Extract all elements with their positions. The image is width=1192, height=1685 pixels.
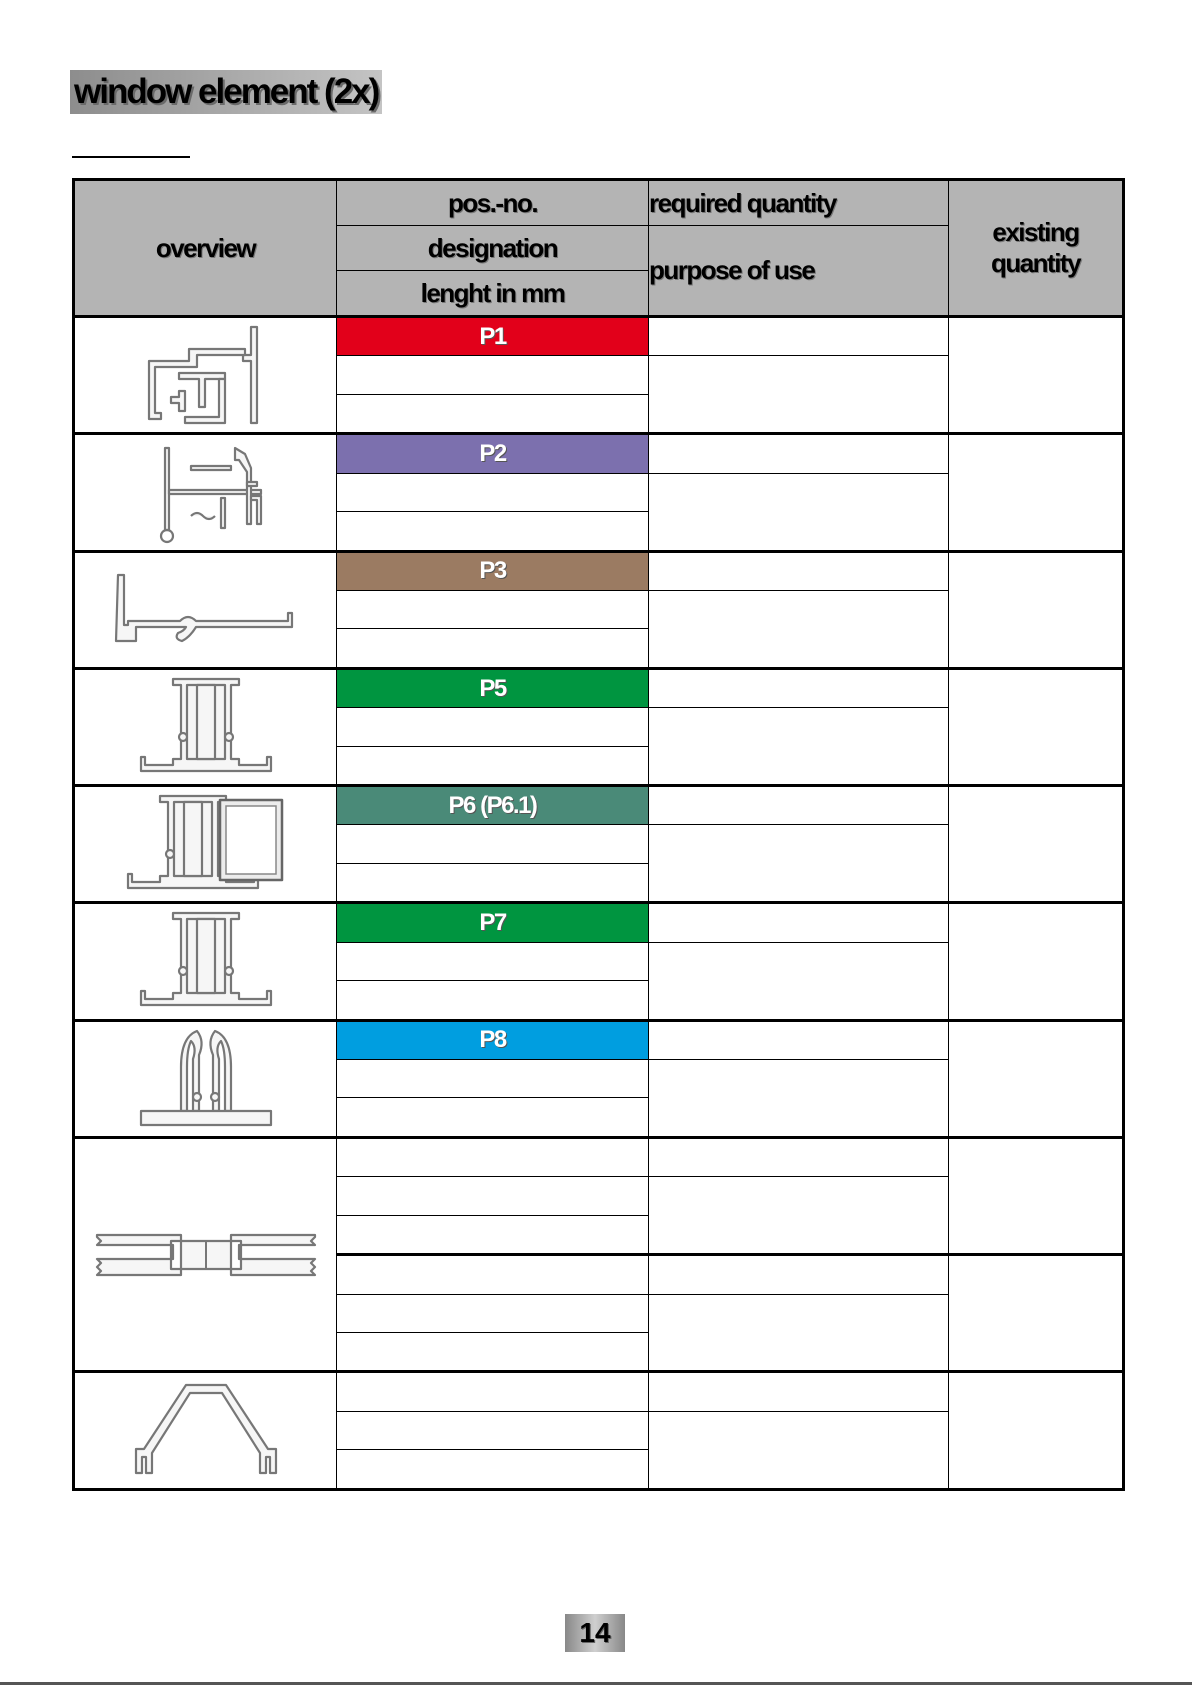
profile-image-p6 bbox=[74, 786, 337, 903]
header-existing-quantity: existing quantity bbox=[949, 180, 1124, 317]
length-cell bbox=[337, 629, 649, 668]
designation-cell bbox=[337, 1294, 649, 1332]
purpose-of-use-cell bbox=[649, 1294, 949, 1372]
pos-no-cell: P8 bbox=[337, 1020, 649, 1059]
purpose-of-use-cell bbox=[649, 1411, 949, 1489]
designation-cell bbox=[337, 356, 649, 394]
length-cell bbox=[337, 746, 649, 785]
profile-image-trapezoid bbox=[74, 1372, 337, 1490]
header-length: lenght in mm bbox=[337, 271, 649, 317]
designation-cell bbox=[337, 1177, 649, 1215]
existing-quantity-cell bbox=[949, 317, 1124, 434]
connector-profile-icon bbox=[91, 1225, 321, 1285]
pos-no-cell bbox=[337, 1255, 649, 1294]
length-cell bbox=[337, 1450, 649, 1490]
title-underline bbox=[72, 156, 190, 158]
required-quantity-cell bbox=[649, 317, 949, 356]
required-quantity-cell bbox=[649, 903, 949, 942]
pos-no-cell bbox=[337, 1372, 649, 1411]
profile-image-p5 bbox=[74, 668, 337, 785]
double-t-profile-icon bbox=[131, 675, 281, 779]
length-cell bbox=[337, 1215, 649, 1254]
required-quantity-cell bbox=[649, 668, 949, 707]
length-cell bbox=[337, 1332, 649, 1371]
trapezoid-profile-icon bbox=[126, 1379, 286, 1483]
required-quantity-cell bbox=[649, 1255, 949, 1294]
length-cell bbox=[337, 394, 649, 433]
page-number: 14 bbox=[565, 1614, 625, 1652]
profile-image-p2 bbox=[74, 434, 337, 551]
existing-quantity-cell bbox=[949, 1137, 1124, 1254]
length-cell bbox=[337, 981, 649, 1020]
existing-quantity-cell bbox=[949, 903, 1124, 1020]
profile-image-connector bbox=[74, 1137, 337, 1372]
pos-no-cell: P7 bbox=[337, 903, 649, 942]
purpose-of-use-cell bbox=[649, 590, 949, 668]
required-quantity-cell bbox=[649, 1020, 949, 1059]
required-quantity-cell bbox=[649, 1137, 949, 1176]
pos-no-cell: P3 bbox=[337, 551, 649, 590]
designation-cell bbox=[337, 1060, 649, 1098]
purpose-of-use-cell bbox=[649, 708, 949, 786]
header-overview: overview bbox=[74, 180, 337, 317]
profile-image-p7 bbox=[74, 903, 337, 1020]
parts-table bbox=[72, 178, 1125, 1491]
pos-no-cell: P1 bbox=[337, 317, 649, 356]
window-frame-profile-icon bbox=[131, 323, 281, 427]
purpose-of-use-cell bbox=[649, 473, 949, 551]
purpose-of-use-cell bbox=[649, 356, 949, 434]
existing-quantity-cell bbox=[949, 551, 1124, 668]
sill-profile-icon bbox=[106, 565, 306, 655]
required-quantity-cell bbox=[649, 434, 949, 473]
required-quantity-cell bbox=[649, 1372, 949, 1411]
pos-no-cell: P6 (P6.1) bbox=[337, 786, 649, 825]
header-pos-no: pos.-no. bbox=[337, 180, 649, 226]
designation-cell bbox=[337, 825, 649, 863]
header-designation: designation bbox=[337, 226, 649, 271]
pos-no-cell: P2 bbox=[337, 434, 649, 473]
profile-image-p3 bbox=[74, 551, 337, 668]
double-t-box-profile-icon bbox=[116, 792, 296, 896]
header-purpose-of-use: purpose of use bbox=[649, 226, 949, 317]
page-title: window element (2x) bbox=[70, 70, 382, 114]
purpose-of-use-cell bbox=[649, 1177, 949, 1255]
required-quantity-cell bbox=[649, 786, 949, 825]
profile-image-p8 bbox=[74, 1020, 337, 1137]
purpose-of-use-cell bbox=[649, 942, 949, 1020]
profile-image-p1 bbox=[74, 317, 337, 434]
length-cell bbox=[337, 1098, 649, 1137]
pos-no-cell bbox=[337, 1137, 649, 1176]
length-cell bbox=[337, 863, 649, 902]
purpose-of-use-cell bbox=[649, 825, 949, 903]
existing-quantity-cell bbox=[949, 1255, 1124, 1372]
length-cell bbox=[337, 512, 649, 551]
existing-quantity-cell bbox=[949, 1372, 1124, 1490]
clip-profile-icon bbox=[131, 1027, 281, 1131]
designation-cell bbox=[337, 590, 649, 628]
designation-cell bbox=[337, 942, 649, 980]
designation-cell bbox=[337, 1411, 649, 1449]
header-required-quantity: required quantity bbox=[649, 180, 949, 226]
existing-quantity-cell bbox=[949, 668, 1124, 785]
purpose-of-use-cell bbox=[649, 1060, 949, 1138]
double-t-profile-icon bbox=[131, 909, 281, 1013]
sash-profile-icon bbox=[131, 440, 281, 544]
pos-no-cell: P5 bbox=[337, 668, 649, 707]
existing-quantity-cell bbox=[949, 786, 1124, 903]
existing-quantity-cell bbox=[949, 1020, 1124, 1137]
required-quantity-cell bbox=[649, 551, 949, 590]
existing-quantity-cell bbox=[949, 434, 1124, 551]
designation-cell bbox=[337, 473, 649, 511]
designation-cell bbox=[337, 708, 649, 746]
